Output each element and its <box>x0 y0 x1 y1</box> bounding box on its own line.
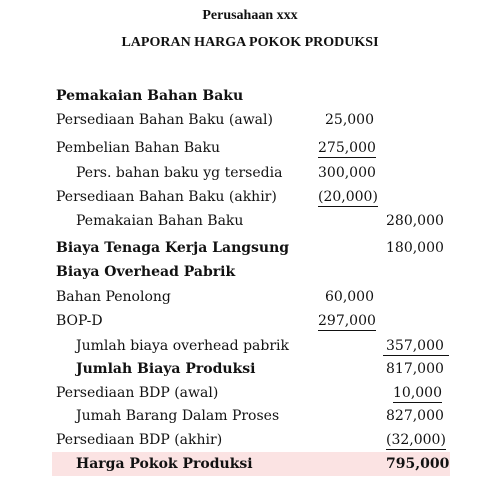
row-label: BOP-D <box>56 313 103 329</box>
row-label: Pers. bahan baku yg tersedia <box>76 165 283 181</box>
row-value: 795,000 <box>386 456 450 472</box>
row-wip-begin <box>56 382 456 404</box>
row-label: Persediaan Bahan Baku (akhir) <box>56 189 277 205</box>
row-label: Pemakaian Bahan Baku <box>56 88 244 104</box>
row-label: Persediaan BDP (awal) <box>56 385 219 401</box>
row-value: 25,000 <box>325 112 374 128</box>
row-value: 817,000 <box>386 361 444 377</box>
row-raw-material-end <box>56 186 456 208</box>
row-bop-d <box>56 310 456 332</box>
row-indirect-material <box>56 286 456 308</box>
row-wip-end <box>56 429 456 451</box>
row-value <box>386 429 446 451</box>
row-label: Jumlah Biaya Produksi <box>76 361 256 377</box>
row-value: 60,000 <box>325 289 374 305</box>
row-label: Persediaan BDP (akhir) <box>56 432 223 448</box>
row-value <box>318 186 378 208</box>
row-label: Jumlah biaya overhead pabrik <box>76 338 289 354</box>
row-value: 280,000 <box>386 213 444 229</box>
row-value <box>318 137 374 159</box>
row-label: Biaya Overhead Pabrik <box>56 264 236 280</box>
row-value <box>318 310 374 332</box>
underlined-value: 275,000 <box>318 140 376 156</box>
underline-rule <box>383 355 449 356</box>
row-raw-material-usage-total <box>56 210 456 232</box>
row-value: 827,000 <box>386 408 444 424</box>
row-raw-material-available <box>56 162 456 184</box>
row-value: 357,000 <box>386 338 444 354</box>
row-label: Persediaan Bahan Baku (awal) <box>56 112 273 128</box>
row-total-overhead <box>56 335 456 357</box>
row-label: Bahan Penolong <box>56 289 171 305</box>
row-label: Jumah Barang Dalam Proses <box>76 408 280 424</box>
row-value <box>386 382 442 404</box>
section-raw-material-usage <box>56 85 456 107</box>
report-title: LAPORAN HARGA POKOK PRODUKSI <box>121 35 379 50</box>
row-direct-labor <box>56 237 456 259</box>
row-raw-material-purchase <box>56 137 456 159</box>
underlined-value: (20,000) <box>318 189 378 205</box>
underlined-value: 10,000 <box>393 385 442 401</box>
row-cost-of-goods-manufactured <box>56 453 456 475</box>
row-value: 300,000 <box>318 165 376 181</box>
row-label: Biaya Tenaga Kerja Langsung <box>56 240 290 256</box>
row-raw-material-begin <box>56 109 456 131</box>
row-total-production-cost <box>56 358 456 380</box>
row-label: Harga Pokok Produksi <box>76 456 253 472</box>
row-label: Pembelian Bahan Baku <box>56 140 220 156</box>
underlined-value: 297,000 <box>318 313 376 329</box>
company-name: Perusahaan xxx <box>202 8 298 23</box>
section-factory-overhead <box>56 261 456 283</box>
underlined-value: (32,000) <box>386 432 446 448</box>
row-label: Pemakaian Bahan Baku <box>76 213 244 229</box>
row-total-wip <box>56 405 456 427</box>
row-value: 180,000 <box>386 240 444 256</box>
